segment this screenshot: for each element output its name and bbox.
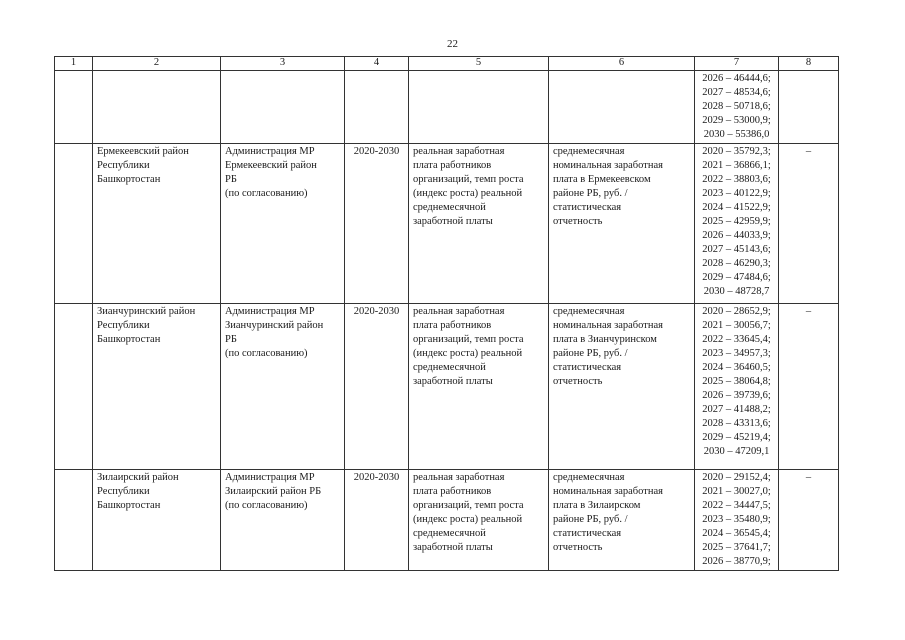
cell-line: 2021 – 36866,1; [702, 160, 771, 171]
cell-line: 2024 – 36460,5; [702, 362, 771, 373]
cell-line: Зианчуринский район [225, 320, 324, 331]
cell-line: статистическая [553, 528, 622, 539]
cell-line: Администрация МР [225, 472, 315, 483]
table-row [55, 470, 839, 571]
cell-line: среднемесячной [413, 528, 486, 539]
cell-line: 2030 – 55386,0 [703, 129, 770, 140]
cell-line: (индекс роста) реальной [413, 348, 523, 359]
column-header-8: 8 [779, 57, 839, 71]
cell-line: РБ [225, 334, 237, 345]
cell-line: 2021 – 30056,7; [702, 320, 771, 331]
table-cell-col5 [409, 470, 549, 571]
cell-line: 2020 – 29152,4; [702, 472, 771, 483]
cell-line: 2026 – 46444,6; [702, 73, 771, 84]
cell-line: заработной платы [413, 542, 493, 553]
cell-line: реальная заработная [413, 146, 505, 157]
cell-line: плата работников [413, 486, 492, 497]
table-cell-col4: 2020-2030 [345, 144, 409, 304]
cell-line: 2028 – 43313,6; [702, 418, 771, 429]
column-header-5: 5 [409, 57, 549, 71]
table-cell-col3 [221, 470, 345, 571]
table-cell-col6 [549, 144, 695, 304]
cell-line: плата в Зианчуринском [553, 334, 657, 345]
cell-line: (по согласованию) [225, 348, 308, 359]
page-number: 22 [447, 38, 458, 50]
cell-line: РБ [225, 174, 237, 185]
cell-line: (индекс роста) реальной [413, 514, 523, 525]
cell-line: номинальная заработная [553, 160, 663, 171]
cell-line: 2020 – 28652,9; [702, 306, 771, 317]
cell-line: 2030 – 47209,1 [703, 446, 770, 457]
table-cell-col7 [695, 304, 779, 470]
table-cell-col3 [221, 304, 345, 470]
cell-line: 2024 – 36545,4; [702, 528, 771, 539]
cell-line: Ермекеевский район [225, 160, 317, 171]
cell-line: 2020 – 35792,3; [702, 146, 771, 157]
cell-line: Башкортостан [97, 174, 161, 185]
cell-line: 2024 – 41522,9; [702, 202, 771, 213]
table-cell-col8 [779, 71, 839, 144]
cell-line: Ермекеевский район [97, 146, 189, 157]
cell-line: 2027 – 48534,6; [702, 87, 771, 98]
cell-line: Зилаирский район [97, 472, 179, 483]
cell-line: отчетность [553, 216, 603, 227]
cell-line: 2023 – 40122,9; [702, 188, 771, 199]
table-cell-col2 [93, 144, 221, 304]
cell-line: Зианчуринский район [97, 306, 196, 317]
cell-line: номинальная заработная [553, 486, 663, 497]
cell-line: 2029 – 47484,6; [702, 272, 771, 283]
cell-line: (по согласованию) [225, 188, 308, 199]
cell-line: статистическая [553, 362, 622, 373]
column-header-7: 7 [695, 57, 779, 71]
cell-line: 2026 – 44033,9; [702, 230, 771, 241]
cell-line: 2022 – 33645,4; [702, 334, 771, 345]
header-row [55, 57, 839, 71]
cell-line: отчетность [553, 376, 603, 387]
table-cell-col3 [221, 71, 345, 144]
cell-line: 2026 – 38770,9; [702, 556, 771, 567]
cell-line: (индекс роста) реальной [413, 188, 523, 199]
column-header-4: 4 [345, 57, 409, 71]
column-header-1: 1 [55, 57, 93, 71]
table-cell-col2 [93, 304, 221, 470]
column-header-6: 6 [549, 57, 695, 71]
table-cell-col5 [409, 71, 549, 144]
table-cell-col4: 2020-2030 [345, 470, 409, 571]
table-row [55, 304, 839, 470]
cell-line: Зилаирский район РБ [225, 486, 322, 497]
cell-line: Администрация МР [225, 306, 315, 317]
cell-line: среднемесячная [553, 306, 625, 317]
table-cell-col6 [549, 304, 695, 470]
cell-line: (по согласованию) [225, 500, 308, 511]
cell-line: 2025 – 42959,9; [702, 216, 771, 227]
cell-line: заработной платы [413, 376, 493, 387]
table-cell-col8: – [779, 470, 839, 571]
cell-line: районе РБ, руб. / [553, 348, 628, 359]
cell-line: заработной платы [413, 216, 493, 227]
cell-line: 2023 – 34957,3; [702, 348, 771, 359]
cell-line: реальная заработная [413, 306, 505, 317]
cell-line: среднемесячной [413, 202, 486, 213]
table-row [55, 71, 839, 144]
table-cell-col8: – [779, 144, 839, 304]
table-cell-col7 [695, 71, 779, 144]
cell-line: плата в Ермекеевском [553, 174, 651, 185]
cell-line: Республики [97, 486, 150, 497]
column-header-2: 2 [93, 57, 221, 71]
cell-line: 2027 – 41488,2; [702, 404, 771, 415]
cell-line: 2030 – 48728,7 [703, 286, 770, 297]
table-cell-col4: 2020-2030 [345, 304, 409, 470]
cell-line: организаций, темп роста [413, 500, 524, 511]
cell-line: 2027 – 45143,6; [702, 244, 771, 255]
cell-line: районе РБ, руб. / [553, 188, 628, 199]
cell-line: 2029 – 53000,9; [702, 115, 771, 126]
cell-line: 2028 – 46290,3; [702, 258, 771, 269]
cell-line: плата в Зилаирском [553, 500, 641, 511]
table-cell-col5 [409, 144, 549, 304]
table-cell-col1 [55, 304, 93, 470]
cell-line: среднемесячная [553, 146, 625, 157]
cell-line: 2022 – 38803,6; [702, 174, 771, 185]
cell-line: Республики [97, 160, 150, 171]
cell-line: Башкортостан [97, 500, 161, 511]
cell-line: организаций, темп роста [413, 174, 524, 185]
cell-line: отчетность [553, 542, 603, 553]
cell-line: 2028 – 50718,6; [702, 101, 771, 112]
data-table [54, 56, 839, 571]
cell-line: 2029 – 45219,4; [702, 432, 771, 443]
table-cell-col2 [93, 470, 221, 571]
cell-line: районе РБ, руб. / [553, 514, 628, 525]
column-header-3: 3 [221, 57, 345, 71]
cell-line: Башкортостан [97, 334, 161, 345]
cell-line: 2026 – 39739,6; [702, 390, 771, 401]
table-cell-col1 [55, 71, 93, 144]
table-cell-col8: – [779, 304, 839, 470]
table-cell-col4 [345, 71, 409, 144]
table-body [55, 71, 839, 571]
table-cell-col2 [93, 71, 221, 144]
cell-line: 2025 – 37641,7; [702, 542, 771, 553]
table-cell-col6 [549, 71, 695, 144]
table-cell-col6 [549, 470, 695, 571]
table-cell-col1 [55, 470, 93, 571]
cell-line: 2025 – 38064,8; [702, 376, 771, 387]
table-cell-col5 [409, 304, 549, 470]
cell-line: среднемесячной [413, 362, 486, 373]
cell-line: 2021 – 30027,0; [702, 486, 771, 497]
table-cell-col7 [695, 144, 779, 304]
cell-line: Республики [97, 320, 150, 331]
table-cell-col3 [221, 144, 345, 304]
cell-line: 2023 – 35480,9; [702, 514, 771, 525]
cell-line: статистическая [553, 202, 622, 213]
cell-line: 2022 – 34447,5; [702, 500, 771, 511]
cell-line: плата работников [413, 320, 492, 331]
cell-line: плата работников [413, 160, 492, 171]
table-row [55, 144, 839, 304]
cell-line: номинальная заработная [553, 320, 663, 331]
table-cell-col7 [695, 470, 779, 571]
cell-line: реальная заработная [413, 472, 505, 483]
cell-line: среднемесячная [553, 472, 625, 483]
cell-line: Администрация МР [225, 146, 315, 157]
table-cell-col1 [55, 144, 93, 304]
cell-line: организаций, темп роста [413, 334, 524, 345]
